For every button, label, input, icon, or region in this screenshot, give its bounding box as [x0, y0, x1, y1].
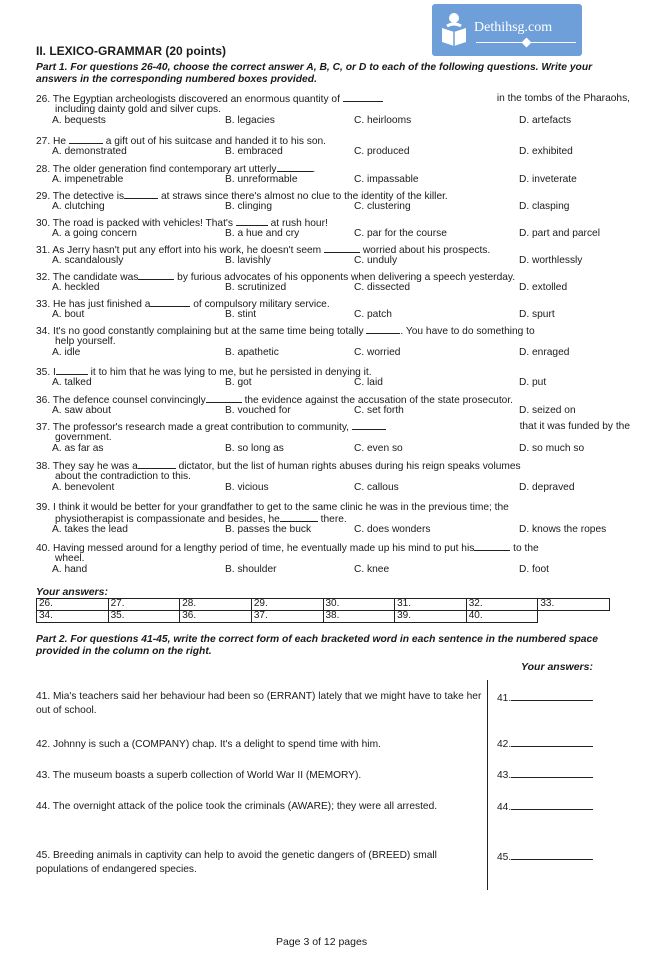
q40-text: 40. Having messed around for a lengthy period of time, he eventually made up his mind to put his [36, 543, 475, 554]
q36-text: 36. The defence counsel convincingly [36, 395, 206, 406]
q26-text-end: in the tombs of the Pharaohs, [496, 93, 630, 104]
word-form-question-42: 42. Johnny is such a (COMPANY) chap. It's a delight to spend time with him. [36, 739, 381, 750]
question-28 [36, 163, 630, 185]
q38-option-a[interactable]: A. benevolent [52, 482, 115, 493]
q31-text-end: worried about his prospects. [362, 245, 491, 256]
student-reading-icon [438, 12, 470, 46]
q36-option-a[interactable]: A. saw about [52, 405, 111, 416]
answer-box-34[interactable]: 34. [37, 611, 109, 623]
question-27 [36, 135, 630, 157]
q38-text: 38. They say he was a [36, 461, 138, 472]
q27-options [36, 146, 630, 157]
q27-option-a[interactable]: A. demonstrated [52, 146, 127, 157]
q32-text-end: by furious advocates of his opponents when delivering a speech yesterday. [177, 272, 516, 283]
q29-text-end: at straws since there's almost no clue to the identity of the killer. [161, 191, 448, 202]
q34-text-end: . You have to do something to [400, 326, 535, 337]
part1-instruction: Part 1. For questions 26-40, choose the correct answer A, B, C, or D to each of the following questions. Write your answers in the corresponding numbered boxes provided. [36, 62, 593, 86]
q31-option-b[interactable]: B. lavishly [225, 255, 271, 266]
q39-option-b[interactable]: B. passes the buck [225, 524, 312, 535]
answer-box-39[interactable]: 39. [395, 611, 467, 623]
q31-option-c[interactable]: C. unduly [354, 255, 398, 266]
q27-option-b[interactable]: B. embraced [225, 146, 283, 157]
q30-text-end: at rush hour! [270, 218, 328, 229]
q37-text: 37. The professor's research made a great contribution to community, [36, 422, 350, 433]
q34-option-d[interactable]: D. enraged [519, 347, 570, 358]
answer-box-31[interactable]: 31. [395, 599, 467, 611]
q40-option-d[interactable]: D. foot [519, 564, 550, 575]
q28-option-d[interactable]: D. inveterate [519, 174, 577, 185]
q37-option-a[interactable]: A. as far as [52, 443, 104, 454]
part2-instruction: Part 2. For questions 41-45, write the correct form of each bracketed word in each sentence in the numbered space provided in the column on the right. [36, 634, 598, 658]
question-32 [36, 271, 630, 293]
question-40 [36, 542, 630, 575]
answer-blank[interactable] [511, 769, 593, 778]
q33-text: 33. He has just finished a [36, 299, 151, 310]
word-form-question-44: 44. The overnight attack of the police took the criminals (AWARE); they were all arrested. [36, 801, 438, 812]
q33-option-b[interactable]: B. stint [225, 309, 257, 320]
answer-blank[interactable] [511, 801, 593, 810]
answer-blank[interactable] [511, 738, 593, 747]
answer-box-38[interactable]: 38. [323, 611, 395, 623]
q30-option-a[interactable]: A. a going concern [52, 228, 137, 239]
answer-blank[interactable] [511, 851, 593, 860]
q30-text: 30. The road is packed with vehicles! That's [36, 218, 233, 229]
q32-option-c[interactable]: C. dissected [354, 282, 411, 293]
q30-blank[interactable] [236, 217, 268, 226]
question-26 [36, 93, 630, 126]
q38-option-b[interactable]: B. vicious [225, 482, 269, 493]
q33-option-a[interactable]: A. bout [52, 309, 85, 320]
q26-option-d[interactable]: D. artefacts [519, 115, 572, 126]
q28-options [36, 174, 630, 185]
q36-options [36, 405, 630, 416]
q39-option-d[interactable]: D. knows the ropes [519, 524, 607, 535]
q29-text: 29. The detective is [36, 191, 125, 202]
q37-option-b[interactable]: B. so long as [225, 443, 284, 454]
q35-option-d[interactable]: D. put [519, 377, 547, 388]
question-38 [36, 460, 630, 493]
answer-box-36[interactable]: 36. [180, 611, 252, 623]
q39-option-c[interactable]: C. does wonders [354, 524, 431, 535]
q32-option-a[interactable]: A. heckled [52, 282, 100, 293]
answer-box-32[interactable]: 32. [466, 599, 538, 611]
question-37 [36, 421, 630, 454]
word-form-answer-43[interactable] [497, 769, 593, 781]
q32-text: 32. The candidate was [36, 272, 139, 283]
word-form-answer-42[interactable] [497, 738, 593, 750]
site-logo[interactable] [432, 4, 582, 56]
q38-option-d[interactable]: D. depraved [519, 482, 575, 493]
answer-number: 43. [497, 770, 512, 781]
q27-option-d[interactable]: D. exhibited [519, 146, 573, 157]
q38-options [36, 482, 630, 493]
answer-box-26[interactable]: 26. [37, 599, 109, 611]
q27-text-end: a gift out of his suitcase and handed it to his son. [105, 136, 327, 147]
q33-option-c[interactable]: C. patch [354, 309, 392, 320]
q26-text: 26. The Egyptian archeologists discovered an enormous quantity of [36, 94, 340, 105]
word-form-answer-41[interactable] [497, 692, 593, 704]
answer-box-29[interactable]: 29. [251, 599, 323, 611]
q38-blank[interactable] [138, 460, 176, 469]
answer-number: 45. [497, 852, 512, 863]
q39-text-cont: physiotherapist is compassionate and besides, he [55, 514, 280, 525]
answer-blank[interactable] [511, 692, 593, 701]
q37-option-d[interactable]: D. so much so [519, 443, 585, 454]
q27-text: 27. He [36, 136, 67, 147]
q29-blank[interactable] [124, 190, 158, 199]
q27-option-c[interactable]: C. produced [354, 146, 410, 157]
q26-option-b[interactable]: B. legacies [225, 115, 275, 126]
q36-option-c[interactable]: C. set forth [354, 405, 404, 416]
word-form-question-41: 41. Mia's teachers said her behaviour had been so (ERRANT) lately that we might have to take her out of school. [36, 691, 482, 716]
question-34 [36, 325, 630, 358]
q37-text-cont: government. [55, 432, 112, 443]
q35-text-end: it to him that he was lying to me, but he persisted in denying it. [90, 367, 372, 378]
q32-option-b[interactable]: B. scrutinized [225, 282, 287, 293]
q39-blank[interactable] [280, 513, 318, 522]
question-39 [36, 502, 630, 535]
q30-option-d[interactable]: D. part and parcel [519, 228, 600, 239]
q38-option-c[interactable]: C. callous [354, 482, 399, 493]
q39-text: 39. I think it would be better for your grandfather to get to the same clinic he was in the previous time; the [36, 502, 509, 513]
q31-option-a[interactable]: A. scandalously [52, 255, 124, 266]
answer-row [37, 599, 610, 611]
q39-option-a[interactable]: A. takes the lead [52, 524, 128, 535]
q28-option-b[interactable]: B. unreformable [225, 174, 298, 185]
q27-blank[interactable] [69, 135, 103, 144]
q37-options [36, 443, 630, 454]
q40-text-cont: wheel. [55, 553, 85, 564]
answer-box-27[interactable]: 27. [108, 599, 180, 611]
answer-row [37, 611, 610, 623]
question-29 [36, 190, 630, 212]
answers-label: Your answers: [36, 586, 108, 598]
q32-blank[interactable] [138, 271, 174, 280]
q33-blank[interactable] [150, 298, 190, 307]
q32-options [36, 282, 630, 293]
word-form-question-43: 43. The museum boasts a superb collection of World War II (MEMORY). [36, 770, 362, 781]
q26-text-cont: including dainty gold and silver cups. [55, 104, 221, 115]
q30-option-b[interactable]: B. a hue and cry [225, 228, 300, 239]
q29-option-c[interactable]: C. clustering [354, 201, 411, 212]
q37-option-c[interactable]: C. even so [354, 443, 403, 454]
page-footer: Page 3 of 12 pages [276, 936, 368, 948]
q26-option-a[interactable]: A. bequests [52, 115, 106, 126]
q28-text: 28. The older generation find contemporary art utterly [36, 164, 277, 175]
q36-option-d[interactable]: D. seized on [519, 405, 576, 416]
logo-diamond [522, 38, 532, 48]
section-title: II. LEXICO-GRAMMAR (20 points) [36, 44, 226, 58]
word-form-question-45: 45. Breeding animals in captivity can help to avoid the genetic dangers of (BREED) small populations of endangered species. [36, 850, 437, 875]
q32-option-d[interactable]: D. extolled [519, 282, 568, 293]
answer-number: 42. [497, 739, 512, 750]
logo-text: Dethihsg.com [474, 20, 553, 35]
q36-blank[interactable] [206, 394, 242, 403]
q26-option-c[interactable]: C. heirlooms [354, 115, 412, 126]
q26-blank[interactable] [343, 93, 383, 102]
q33-text-end: of compulsory military service. [193, 299, 330, 310]
answer-box-37[interactable]: 37. [251, 611, 323, 623]
answer-grid [36, 598, 610, 623]
q36-option-b[interactable]: B. vouched for [225, 405, 291, 416]
q39-options [36, 524, 630, 535]
question-31 [36, 244, 630, 266]
answer-box-33[interactable]: 33. [538, 599, 610, 611]
answer-box-40[interactable]: 40. [466, 611, 538, 623]
q37-text-end: that it was funded by the [519, 421, 630, 432]
q31-blank[interactable] [324, 244, 360, 253]
q29-option-a[interactable]: A. clutching [52, 201, 105, 212]
q40-blank[interactable] [474, 542, 510, 551]
q40-text-end: to the [513, 543, 539, 554]
q30-option-c[interactable]: C. par for the course [354, 228, 447, 239]
q30-options [36, 228, 630, 239]
word-form-answer-44[interactable] [497, 801, 593, 813]
q31-text: 31. As Jerry hasn't put any effort into his work, he doesn't seem [36, 245, 322, 256]
q33-option-d[interactable]: D. spurt [519, 309, 555, 320]
q40-option-b[interactable]: B. shoulder [225, 564, 277, 575]
q34-options [36, 347, 630, 358]
q34-blank[interactable] [366, 325, 400, 334]
q35-option-c[interactable]: C. laid [354, 377, 383, 388]
question-35 [36, 366, 630, 388]
q31-options [36, 255, 630, 266]
q40-option-a[interactable]: A. hand [52, 564, 88, 575]
q26-options [36, 115, 630, 126]
q40-options [36, 564, 630, 575]
question-36 [36, 394, 630, 416]
q34-option-b[interactable]: B. apathetic [225, 347, 279, 358]
q35-option-b[interactable]: B. got [225, 377, 252, 388]
q38-text-cont: about the contradiction to this. [55, 471, 191, 482]
column-divider [487, 680, 488, 890]
q39-text-end: there. [320, 514, 347, 525]
answer-box-empty [538, 611, 610, 623]
q29-options [36, 201, 630, 212]
q35-options [36, 377, 630, 388]
q28-option-a[interactable]: A. impenetrable [52, 174, 124, 185]
q28-option-c[interactable]: C. impassable [354, 174, 419, 185]
q28-blank[interactable] [277, 163, 313, 172]
q33-options [36, 309, 630, 320]
q31-option-d[interactable]: D. worthlessly [519, 255, 583, 266]
q36-text-end: the evidence against the accusation of the state prosecutor. [244, 395, 514, 406]
q28-text-end: . [312, 164, 316, 175]
q35-text: 35. I [36, 367, 56, 378]
answer-box-30[interactable]: 30. [323, 599, 395, 611]
q34-option-c[interactable]: C. worried [354, 347, 401, 358]
q35-option-a[interactable]: A. talked [52, 377, 92, 388]
q40-option-c[interactable]: C. knee [354, 564, 390, 575]
question-30 [36, 217, 630, 239]
answer-number: 44. [497, 802, 512, 813]
answer-box-28[interactable]: 28. [180, 599, 252, 611]
answer-box-35[interactable]: 35. [108, 611, 180, 623]
q34-text-cont: help yourself. [55, 336, 116, 347]
q29-option-d[interactable]: D. clasping [519, 201, 570, 212]
q34-text: 34. It's no good constantly complaining but at the same time being totally [36, 326, 364, 337]
part2-answers-label: Your answers: [521, 661, 593, 673]
q34-option-a[interactable]: A. idle [52, 347, 81, 358]
q37-blank[interactable] [352, 421, 386, 430]
q29-option-b[interactable]: B. clinging [225, 201, 273, 212]
question-33 [36, 298, 630, 320]
q35-blank[interactable] [56, 366, 88, 375]
word-form-answer-45[interactable] [497, 851, 593, 863]
answer-number: 41. [497, 693, 512, 704]
q38-text-end: dictator, but the list of human rights abuses during his reign speaks volumes [178, 461, 521, 472]
